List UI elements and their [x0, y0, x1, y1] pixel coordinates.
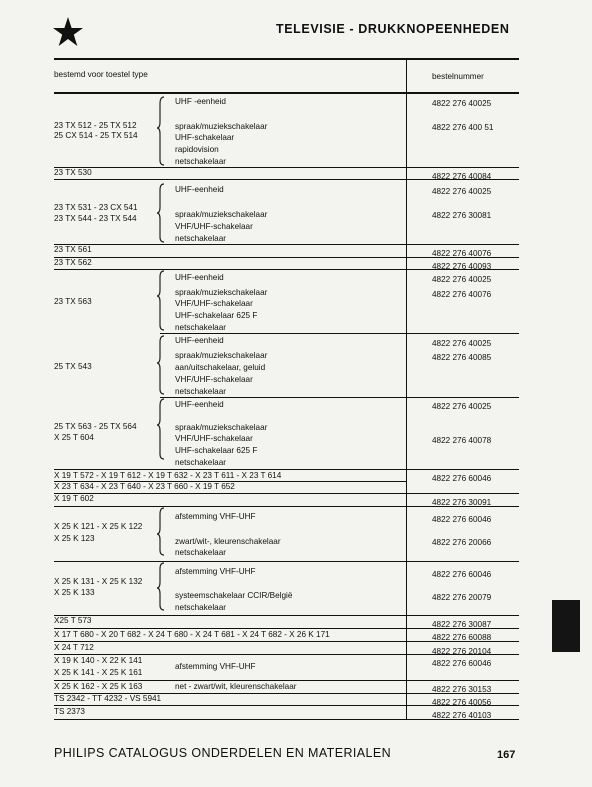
set-type: 25 CX 514 - 25 TX 514 [54, 131, 138, 140]
part-description: spraak/muziekschakelaar [175, 122, 268, 131]
part-description: spraak/muziekschakelaar [175, 288, 268, 297]
set-type: X 23 T 634 - X 23 T 640 - X 23 T 660 - X 19 T 652 [54, 482, 235, 491]
header-rule-top [54, 58, 519, 60]
order-number: 4822 276 60046 [432, 515, 492, 524]
column-header-order-number: bestelnummer [432, 72, 484, 81]
set-type: 23 TX 544 - 23 TX 544 [54, 214, 137, 223]
set-type: X 25 K 162 - X 25 K 163 [54, 682, 143, 691]
set-type: X25 T 573 [54, 616, 92, 625]
part-description: UHF-schakelaar 625 F [175, 446, 258, 455]
set-type: 23 TX 530 [54, 168, 92, 177]
part-description: UHF-eenheid [175, 273, 224, 282]
part-description: netschakelaar [175, 603, 226, 612]
order-number: 4822 276 60046 [432, 474, 492, 483]
part-description: netschakelaar [175, 234, 226, 243]
order-number: 4822 276 30091 [432, 498, 492, 507]
part-description: netschakelaar [175, 157, 226, 166]
set-type: TS 2373 [54, 707, 85, 716]
set-type: X 25 T 604 [54, 433, 94, 442]
part-description: spraak/muziekschakelaar [175, 423, 268, 432]
order-number: 4822 276 40078 [432, 436, 492, 445]
part-description: afstemming VHF-UHF [175, 567, 256, 576]
set-type: 23 TX 531 - 23 CX 541 [54, 203, 138, 212]
order-number: 4822 276 20066 [432, 538, 492, 547]
part-description: afstemming VHF-UHF [175, 512, 256, 521]
page-number: 167 [497, 749, 516, 761]
part-description: UHF -eenheid [175, 97, 226, 106]
catalog-footer: PHILIPS CATALOGUS ONDERDELEN EN MATERIALEN [54, 746, 392, 760]
order-number: 4822 276 30087 [432, 620, 492, 629]
set-type: X 19 T 572 - X 19 T 612 - X 19 T 632 - X 23 T 611 - X 23 T 614 [54, 471, 282, 480]
order-number: 4822 276 60088 [432, 633, 492, 642]
set-type: 23 TX 512 - 25 TX 512 [54, 121, 137, 130]
part-description: VHF/UHF-schakelaar [175, 299, 253, 308]
set-type: 23 TX 561 [54, 245, 92, 254]
set-type: 25 TX 543 [54, 362, 92, 371]
order-number: 4822 276 30153 [432, 685, 492, 694]
part-description: zwart/wit-, kleurenschakelaar [175, 537, 281, 546]
part-description: spraak/muziekschakelaar [175, 210, 268, 219]
set-type: X 25 K 131 - X 25 K 132 [54, 577, 143, 586]
set-type: 23 TX 563 [54, 297, 92, 306]
set-type: X 25 K 141 - X 25 K 161 [54, 668, 143, 677]
set-type: X 25 K 123 [54, 534, 95, 543]
set-type: X 24 T 712 [54, 643, 94, 652]
thumb-index-tab [552, 600, 580, 652]
part-description: net - zwart/wit, kleurenschakelaar [175, 682, 297, 691]
order-number: 4822 276 40093 [432, 262, 492, 271]
part-description: VHF/UHF-schakelaar [175, 222, 253, 231]
part-description: VHF/UHF-schakelaar [175, 375, 253, 384]
set-type: 25 TX 563 - 25 TX 564 [54, 422, 137, 431]
order-number: 4822 276 20104 [432, 647, 492, 656]
part-description: netschakelaar [175, 323, 226, 332]
column-header-type: bestemd voor toestel type [54, 70, 148, 79]
set-type: 23 TX 562 [54, 258, 92, 267]
part-description: netschakelaar [175, 387, 226, 396]
order-number: 4822 276 40025 [432, 99, 492, 108]
part-description: afstemming VHF-UHF [175, 662, 256, 671]
part-description: UHF-schakelaar [175, 133, 235, 142]
part-description: systeemschakelaar CCIR/België [175, 591, 293, 600]
part-description: UHF-eenheid [175, 336, 224, 345]
order-number: 4822 276 400 51 [432, 123, 494, 132]
order-number: 4822 276 40025 [432, 187, 492, 196]
order-number: 4822 276 40025 [432, 339, 492, 348]
part-description: rapidovision [175, 145, 219, 154]
order-number: 4822 276 40056 [432, 698, 492, 707]
part-description: netschakelaar [175, 458, 226, 467]
part-description: aan/uitschakelaar, geluid [175, 363, 266, 372]
set-type: X 19 K 140 - X 22 K 141 [54, 656, 143, 665]
part-description: UHF-schakelaar 625 F [175, 311, 258, 320]
order-number: 4822 276 60046 [432, 659, 492, 668]
part-description: netschakelaar [175, 548, 226, 557]
set-type: TS 2342 - TT 4232 - VS 5941 [54, 694, 162, 703]
set-type: X 17 T 680 - X 20 T 682 - X 24 T 680 - X 24 T 681 - X 24 T 682 - X 26 K 171 [54, 630, 330, 639]
order-number: 4822 276 40076 [432, 290, 492, 299]
page-title: TELEVISIE - DRUKKNOPEENHEDEN [276, 22, 510, 36]
set-type: X 19 T 602 [54, 494, 94, 503]
part-description: VHF/UHF-schakelaar [175, 434, 253, 443]
order-number: 4822 276 60046 [432, 570, 492, 579]
order-number: 4822 276 30081 [432, 211, 492, 220]
star-logo-icon [52, 16, 84, 48]
order-number: 4822 276 40025 [432, 402, 492, 411]
part-description: UHF-eenheid [175, 400, 224, 409]
order-number: 4822 276 40103 [432, 711, 492, 720]
part-description: spraak/muziekschakelaar [175, 351, 268, 360]
set-type: X 25 K 133 [54, 588, 95, 597]
part-description: UHF-eenheid [175, 185, 224, 194]
order-number: 4822 276 40025 [432, 275, 492, 284]
order-number: 4822 276 40084 [432, 172, 492, 181]
column-divider [406, 58, 407, 720]
header-rule-bottom [54, 92, 519, 94]
set-type: X 25 K 121 - X 25 K 122 [54, 522, 143, 531]
order-number: 4822 276 40085 [432, 353, 492, 362]
order-number: 4822 276 20079 [432, 593, 492, 602]
order-number: 4822 276 40076 [432, 249, 492, 258]
